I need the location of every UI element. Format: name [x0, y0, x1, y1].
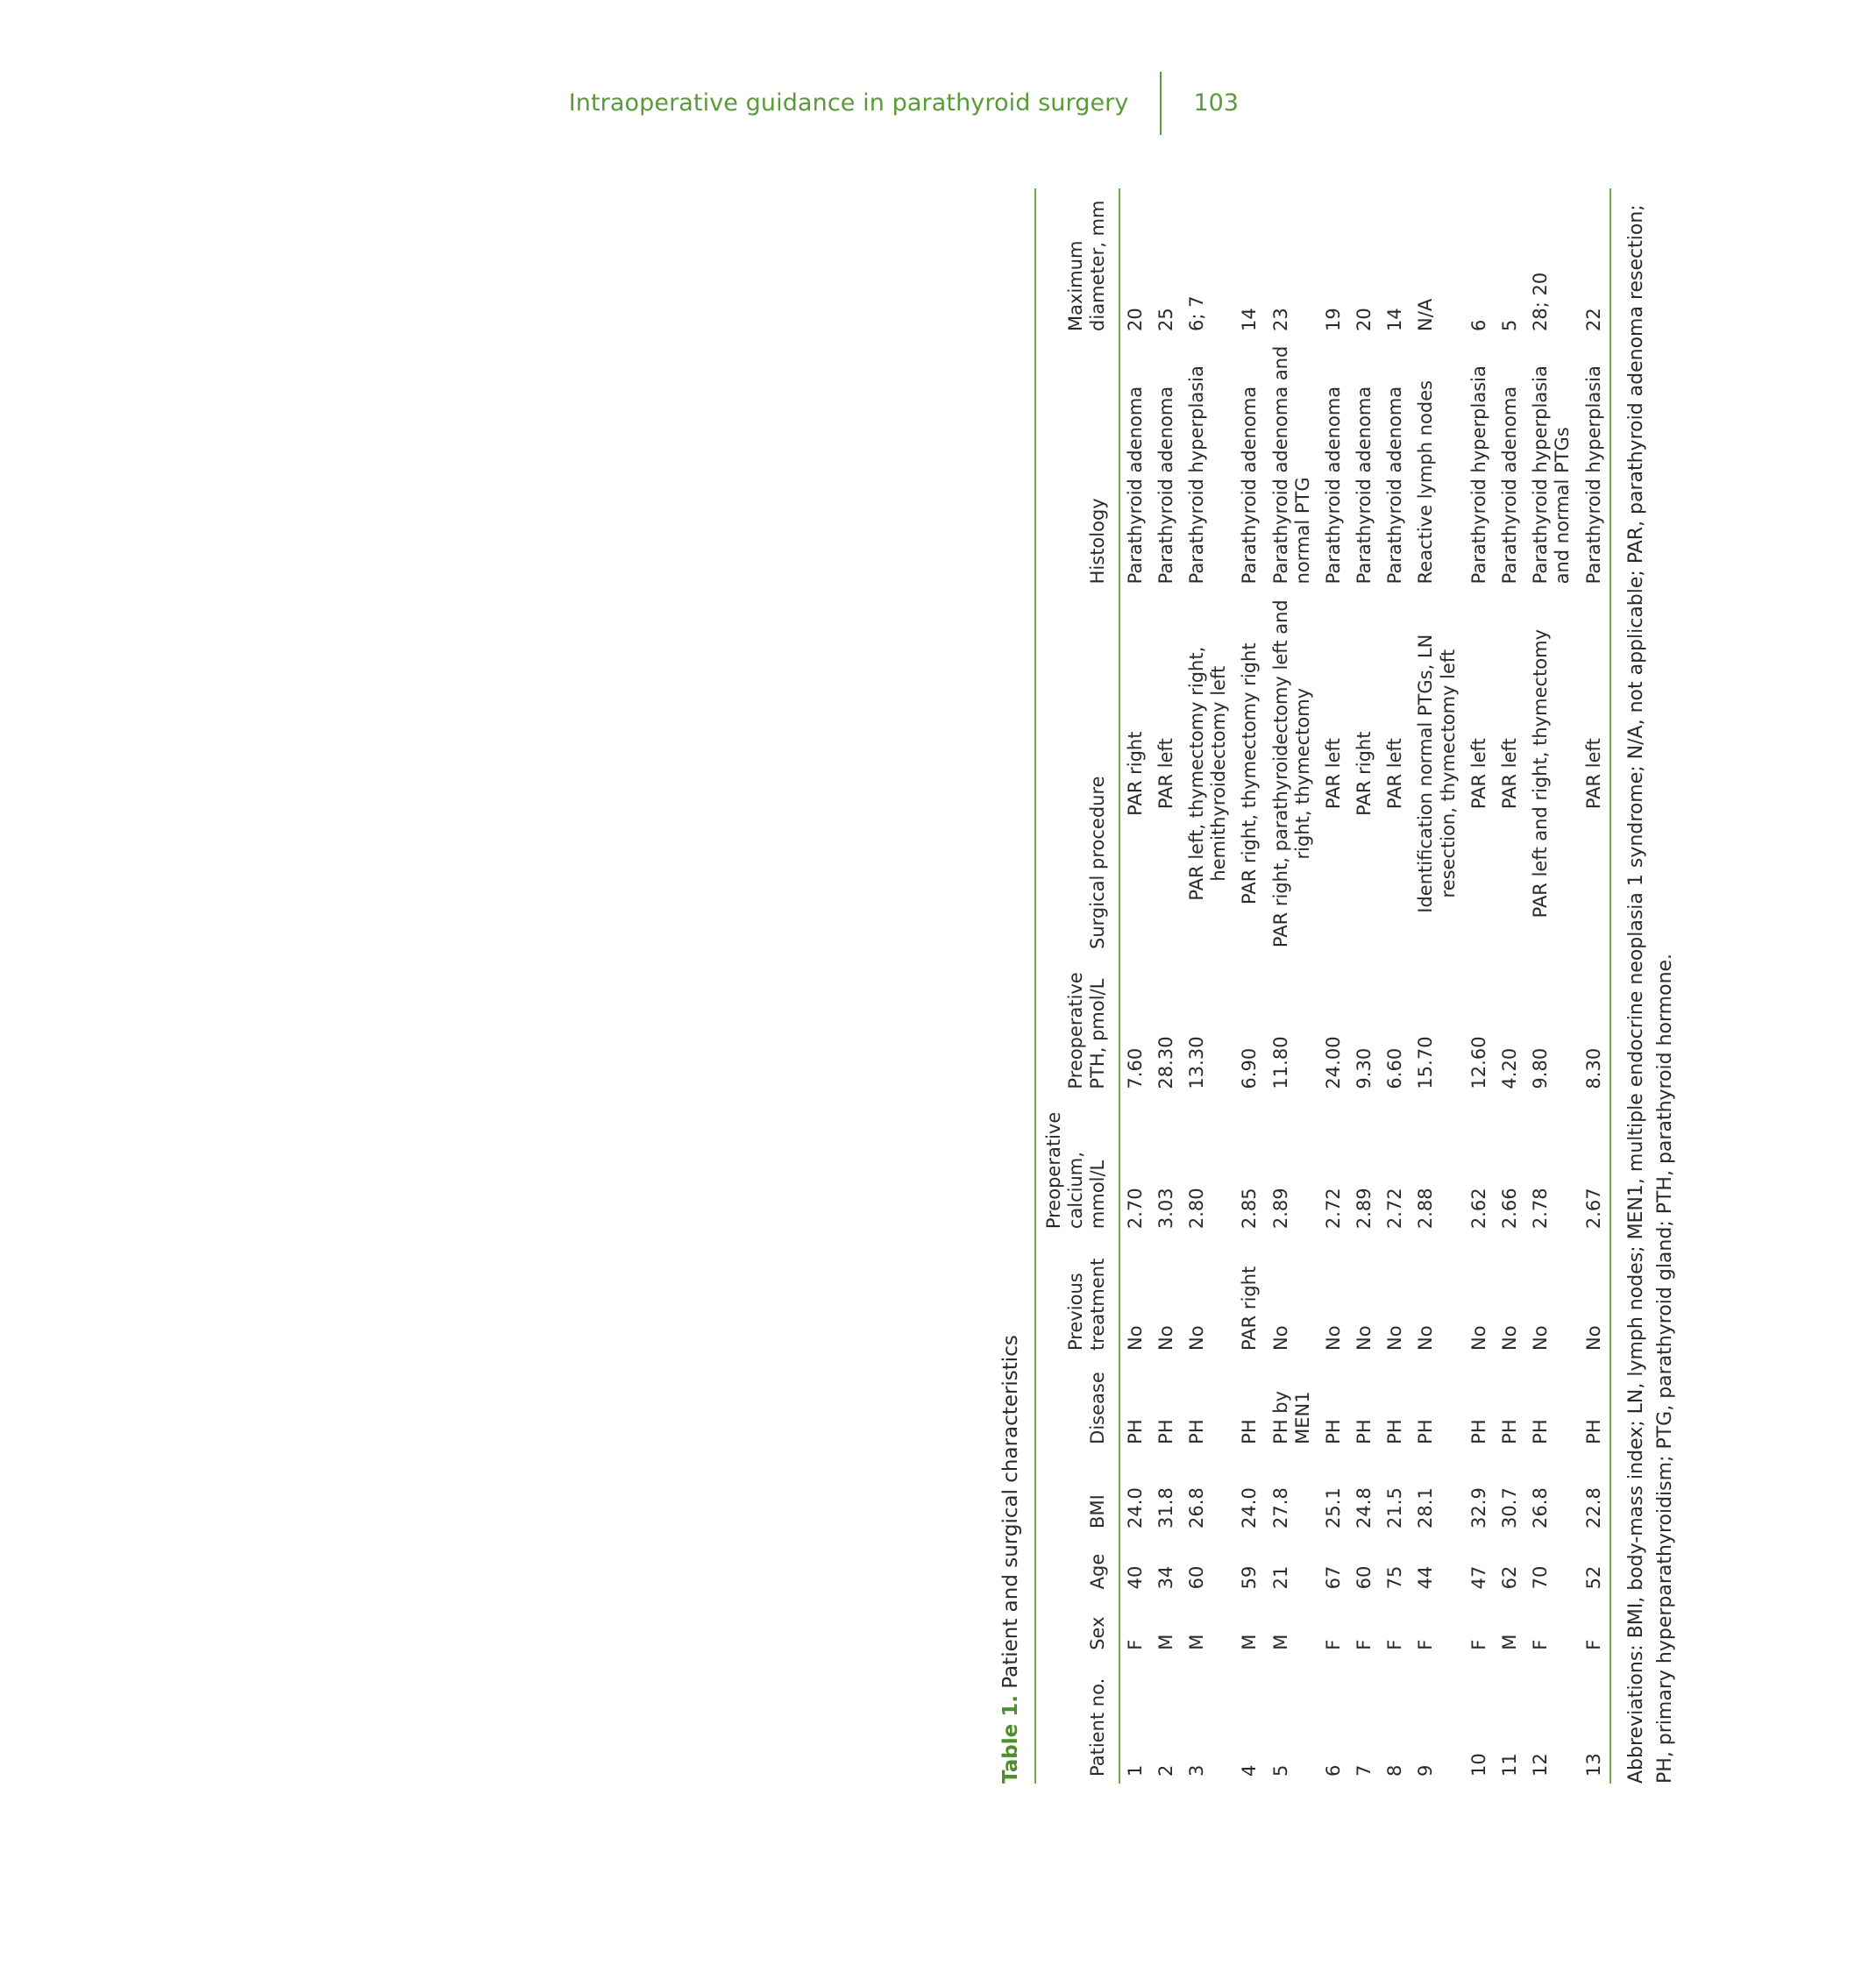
- table-cell: F: [1384, 1639, 1406, 1650]
- table-cell: PAR right: [1124, 731, 1146, 816]
- column-header: Patient no.: [1035, 1657, 1119, 1784]
- table-cell: 28.30: [1155, 1036, 1176, 1089]
- table-cell: 21: [1269, 1565, 1291, 1590]
- table-cell: 2.89: [1269, 1188, 1291, 1230]
- table-cell: 5: [1269, 1764, 1291, 1777]
- table-cell: 12.60: [1467, 1036, 1489, 1089]
- table-cell: 25.1: [1322, 1487, 1344, 1529]
- table-cell: 26.8: [1530, 1487, 1552, 1529]
- table-cell: PH: [1354, 1419, 1375, 1444]
- table-cell: 30.7: [1499, 1487, 1520, 1529]
- table-cell: 7.60: [1124, 1047, 1146, 1089]
- table-cell: 9.30: [1354, 1047, 1375, 1089]
- table-cell: 13.30: [1185, 1036, 1207, 1089]
- table-cell: No: [1354, 1325, 1375, 1351]
- table-cell: PH: [1499, 1419, 1520, 1444]
- table-cell: Parathyroid hyperplasia: [1185, 365, 1207, 585]
- table-cell: Identification normal PTGs, LN resection, thymectomy left: [1415, 634, 1459, 913]
- column-header: Histology: [1035, 338, 1119, 591]
- table-caption-label: Table 1.: [999, 1695, 1022, 1784]
- table-cell: No: [1415, 1325, 1437, 1351]
- table-row: [1579, 188, 1610, 1784]
- table-cell: M: [1155, 1634, 1176, 1650]
- table-cell: PAR left and right, thymectomy: [1530, 628, 1552, 919]
- table-cell: 10: [1467, 1753, 1489, 1777]
- table-cell: 6: [1467, 319, 1489, 331]
- table-cell: F: [1354, 1639, 1375, 1650]
- table-cell: PAR left: [1582, 738, 1604, 810]
- table-cell: 6.60: [1384, 1047, 1406, 1089]
- table-cell: 6; 7: [1185, 295, 1207, 331]
- table-header-row: [1035, 188, 1119, 1784]
- table-cell: 3.03: [1155, 1188, 1176, 1230]
- table-cell: Parathyroid adenoma: [1322, 386, 1344, 585]
- table-cell: M: [1269, 1634, 1291, 1650]
- table-cell: PAR right: [1354, 731, 1375, 816]
- table-cell: Parathyroid adenoma: [1384, 386, 1406, 585]
- column-header: Previous treatment: [1035, 1236, 1119, 1358]
- rotated-table-block: [999, 188, 1876, 1784]
- table-cell: 32.9: [1467, 1487, 1489, 1529]
- table-caption: [999, 188, 1022, 1784]
- table-cell: No: [1582, 1325, 1604, 1351]
- column-header: Disease: [1035, 1358, 1119, 1451]
- column-header: Surgical procedure: [1035, 591, 1119, 956]
- table-cell: N/A: [1415, 298, 1437, 331]
- table-cell: PH: [1415, 1419, 1437, 1444]
- table-row: [1266, 188, 1318, 1784]
- table-cell: No: [1155, 1325, 1176, 1351]
- table-cell: PAR left: [1322, 738, 1344, 810]
- table-cell: No: [1530, 1325, 1552, 1351]
- table-cell: 5: [1499, 319, 1520, 331]
- table-cell: PH: [1467, 1419, 1489, 1444]
- table-cell: PH: [1124, 1419, 1146, 1444]
- table-cell: 2.72: [1322, 1188, 1344, 1230]
- table-cell: PAR left: [1384, 738, 1406, 810]
- table-cell: 23: [1269, 308, 1291, 331]
- table-row: [1182, 188, 1234, 1784]
- table-cell: F: [1530, 1639, 1552, 1650]
- table-cell: 2.80: [1185, 1188, 1207, 1230]
- table-cell: No: [1124, 1325, 1146, 1351]
- table-cell: PH: [1530, 1419, 1552, 1444]
- table-cell: M: [1185, 1634, 1207, 1650]
- table-cell: 67: [1322, 1565, 1344, 1590]
- table-cell: 27.8: [1269, 1487, 1291, 1529]
- table-cell: PH: [1322, 1419, 1344, 1444]
- table-cell: 6.90: [1239, 1047, 1261, 1089]
- table-cell: Parathyroid adenoma: [1499, 386, 1520, 585]
- table-cell: 9.80: [1530, 1047, 1552, 1089]
- table-cell: 19: [1322, 308, 1344, 331]
- table-cell: 2.70: [1124, 1188, 1146, 1230]
- table-cell: Parathyroid adenoma: [1354, 386, 1375, 585]
- column-header: Preoperative PTH, pmol/L: [1035, 956, 1119, 1096]
- table-row: [1495, 188, 1525, 1784]
- table-row: [1234, 188, 1265, 1784]
- table-cell: M: [1239, 1634, 1261, 1650]
- table-cell: 26.8: [1185, 1487, 1207, 1529]
- patient-characteristics-table: [1034, 188, 1611, 1784]
- table-cell: 8: [1384, 1764, 1406, 1777]
- table-cell: 2.62: [1467, 1188, 1489, 1230]
- table-cell: 14: [1239, 308, 1261, 331]
- table-cell: Parathyroid hyperplasia and normal PTGs: [1530, 365, 1574, 585]
- table-cell: 2.85: [1239, 1188, 1261, 1230]
- table-cell: 24.00: [1322, 1036, 1344, 1089]
- table-cell: PAR right, thymectomy right: [1239, 642, 1261, 904]
- table-cell: PAR right: [1239, 1266, 1261, 1351]
- table-cell: F: [1322, 1639, 1344, 1650]
- table-cell: Reactive lymph nodes: [1415, 380, 1437, 585]
- table-cell: 11: [1499, 1753, 1520, 1777]
- table-cell: PH: [1582, 1419, 1604, 1444]
- table-cell: 22.8: [1582, 1487, 1604, 1529]
- table-cell: 1: [1124, 1764, 1146, 1777]
- table-cell: PAR left: [1499, 738, 1520, 810]
- table-cell: 60: [1185, 1565, 1207, 1590]
- table-cell: 21.5: [1384, 1487, 1406, 1529]
- table-cell: M: [1499, 1634, 1520, 1650]
- table-cell: 70: [1530, 1565, 1552, 1590]
- table-row: [1464, 188, 1495, 1784]
- table-cell: 3: [1185, 1764, 1207, 1777]
- table-cell: 47: [1467, 1565, 1489, 1590]
- running-header: [569, 72, 1239, 135]
- table-cell: PH by MEN1: [1269, 1390, 1313, 1444]
- table-cell: 2.72: [1384, 1188, 1406, 1230]
- table-row: [1151, 188, 1182, 1784]
- column-header: BMI: [1035, 1451, 1119, 1536]
- table-row: [1411, 188, 1463, 1784]
- page-number: 103: [1193, 89, 1239, 117]
- table-cell: PH: [1155, 1419, 1176, 1444]
- table-cell: No: [1384, 1325, 1406, 1351]
- table-cell: 14: [1384, 308, 1406, 331]
- column-header: Preoperative calcium, mmol/L: [1035, 1096, 1119, 1237]
- column-header: Age: [1035, 1536, 1119, 1596]
- table-cell: 20: [1124, 308, 1146, 331]
- table-row: [1119, 188, 1151, 1784]
- table-cell: Parathyroid adenoma and normal PTG: [1269, 345, 1313, 585]
- table-cell: 2.66: [1499, 1188, 1520, 1230]
- table-row: [1525, 188, 1578, 1784]
- table-cell: F: [1415, 1639, 1437, 1650]
- table-cell: 2.78: [1530, 1188, 1552, 1230]
- table-cell: 12: [1530, 1753, 1552, 1777]
- table-cell: F: [1582, 1639, 1604, 1650]
- table-cell: No: [1269, 1325, 1291, 1351]
- table-cell: 34: [1155, 1565, 1176, 1590]
- column-header: Sex: [1035, 1596, 1119, 1656]
- table-cell: PH: [1239, 1419, 1261, 1444]
- table-cell: PAR right, parathyroidectomy left and right, thymectomy: [1269, 599, 1313, 948]
- table-cell: Parathyroid hyperplasia: [1467, 365, 1489, 585]
- table-cell: 60: [1354, 1565, 1375, 1590]
- table-cell: Parathyroid adenoma: [1124, 386, 1146, 585]
- table-row: [1318, 188, 1349, 1784]
- table-cell: 9: [1415, 1764, 1437, 1777]
- table-cell: 11.80: [1269, 1036, 1291, 1089]
- table-cell: 13: [1582, 1753, 1604, 1777]
- table-body: [1119, 188, 1610, 1784]
- table-cell: 8.30: [1582, 1047, 1604, 1089]
- table-cell: No: [1499, 1325, 1520, 1351]
- table-cell: No: [1467, 1325, 1489, 1351]
- table-cell: 2.89: [1354, 1188, 1375, 1230]
- table-cell: F: [1124, 1639, 1146, 1650]
- table-cell: 24.8: [1354, 1487, 1375, 1529]
- table-caption-text: Patient and surgical characteristics: [999, 1335, 1022, 1696]
- table-cell: 24.0: [1239, 1487, 1261, 1529]
- table-cell: 4.20: [1499, 1047, 1520, 1089]
- table-row: [1380, 188, 1411, 1784]
- table-cell: 15.70: [1415, 1036, 1437, 1089]
- table-cell: Parathyroid hyperplasia: [1582, 365, 1604, 585]
- table-cell: PAR left, thymectomy right, hemithyroidectomy left: [1185, 646, 1230, 901]
- table-cell: 28; 20: [1530, 272, 1552, 331]
- table-cell: 31.8: [1155, 1487, 1176, 1529]
- table-cell: PH: [1384, 1419, 1406, 1444]
- column-header: Maximum diameter, mm: [1035, 188, 1119, 338]
- table-cell: Parathyroid adenoma: [1239, 386, 1261, 585]
- running-title: Intraoperative guidance in parathyroid surgery: [569, 72, 1162, 135]
- table-cell: Parathyroid adenoma: [1155, 386, 1176, 585]
- table-cell: 40: [1124, 1565, 1146, 1590]
- table-cell: 24.0: [1124, 1487, 1146, 1529]
- table-cell: 25: [1155, 308, 1176, 331]
- table-cell: 52: [1582, 1565, 1604, 1590]
- table-cell: 6: [1322, 1764, 1344, 1777]
- table-cell: 44: [1415, 1565, 1437, 1590]
- table-cell: 62: [1499, 1565, 1520, 1590]
- table-cell: 28.1: [1415, 1487, 1437, 1529]
- table-cell: No: [1185, 1325, 1207, 1351]
- table-cell: 59: [1239, 1565, 1261, 1590]
- table-cell: 2.88: [1415, 1188, 1437, 1230]
- table-cell: 2: [1155, 1764, 1176, 1777]
- table-cell: 20: [1354, 308, 1375, 331]
- table-cell: PAR left: [1467, 738, 1489, 810]
- table-cell: F: [1467, 1639, 1489, 1650]
- table-cell: PAR left: [1155, 738, 1176, 810]
- table-cell: 2.67: [1582, 1188, 1604, 1230]
- table-cell: No: [1322, 1325, 1344, 1351]
- table-cell: PH: [1185, 1419, 1207, 1444]
- table-cell: 4: [1239, 1764, 1261, 1777]
- table-cell: 7: [1354, 1764, 1375, 1777]
- table-footnote: Abbreviations: BMI, body-mass index; LN, lymph nodes; MEN1, multiple endocrine neoplasia 1 syndrome; N/A, not applicable; PAR, parathyroid adenoma resection; PH, primary hyperparathyroidism; PTG, parathyroid gland; PTH, parathyroid hormone.: [1624, 204, 1676, 1784]
- table-cell: 75: [1384, 1565, 1406, 1590]
- table-cell: 22: [1582, 308, 1604, 331]
- table-row: [1349, 188, 1380, 1784]
